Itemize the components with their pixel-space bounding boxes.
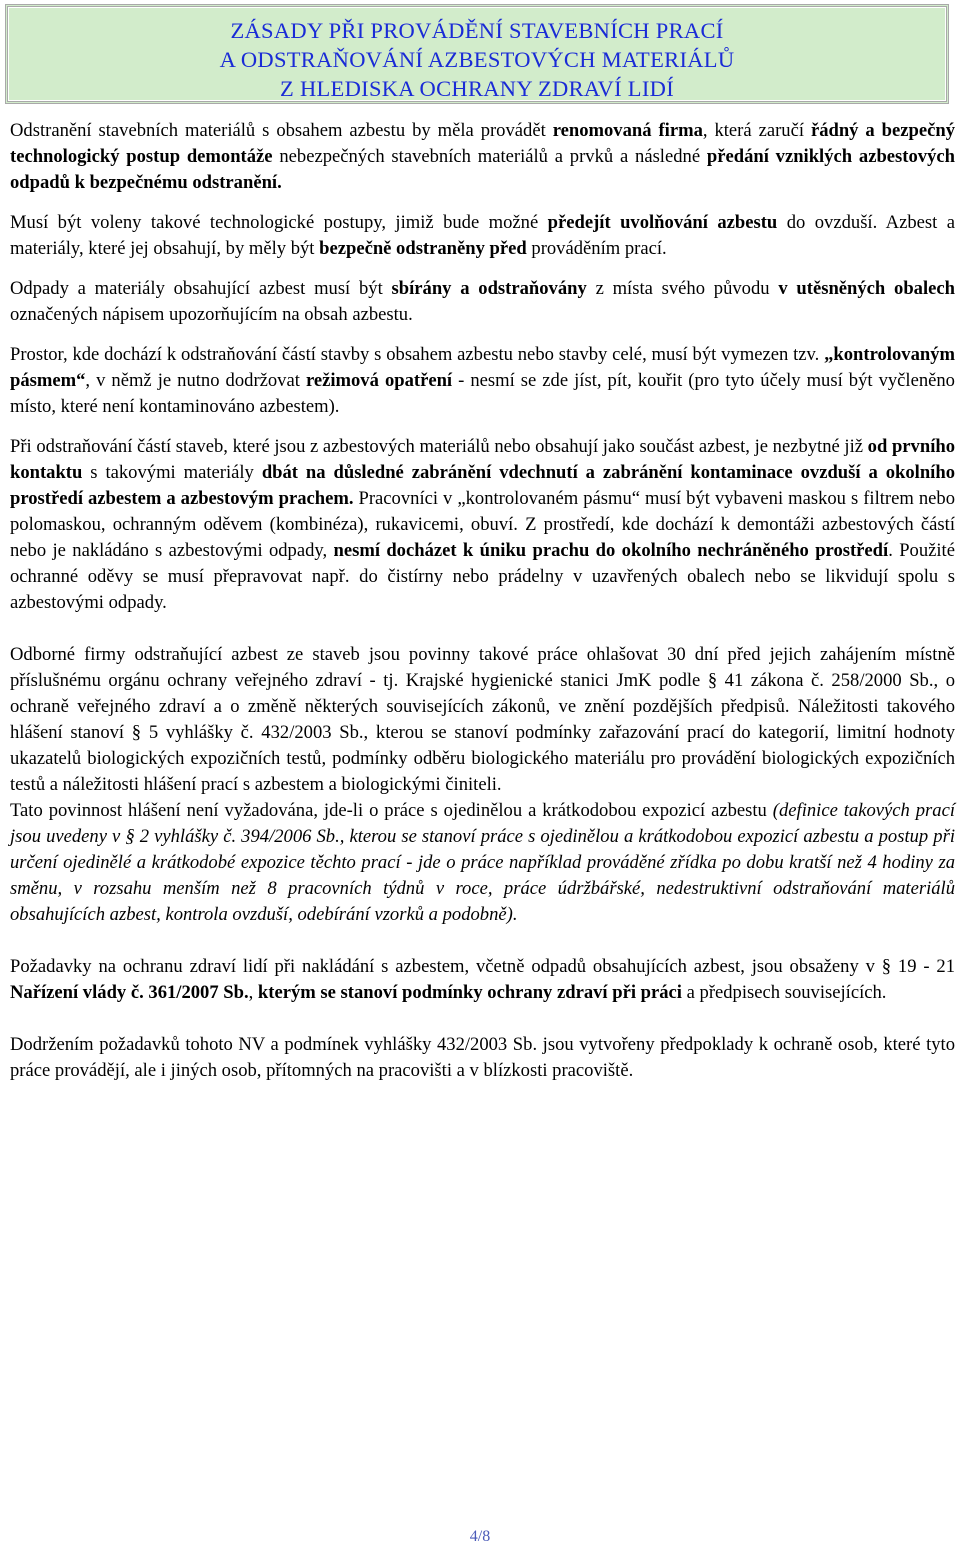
paragraph-contractor: Odstranění stavebních materiálů s obsahem azbestu by měla provádět renomovaná firma, která zaručí řádný a bezpečný technologický postup demontáže nebezpečných stavebních materiálů a prvků a následné předání vzniklých azbestových odpadů k bezpečnému odstranění. xyxy=(10,120,956,193)
page-number: 4/8 xyxy=(469,1528,491,1545)
paragraph-regulation: Požadavky na ochranu zdraví lidí při nakládání s azbestem, včetně odpadů obsahujících azbest, jsou obsaženy v § 19 - 21 Nařízení vlády č. 361/2007 Sb., kterým se stanoví podmínky ochrany zdraví při práci a předpisech souvisejících. xyxy=(10,956,955,1003)
paragraph-notification: Odborné firmy odstraňující azbest ze staveb jsou povinny takové práce ohlašovat 30 dní před jejich zahájením místně příslušnému orgánu ochrany veřejného zdraví - tj. Krajské hygienické stanici JmK podle § 41 zákona č. 258/2000 Sb., o ochraně veřejného zdraví a o změně některých souvisejících zákonů, ve znění pozdějších předpisů. Náležitosti takového hlášení stanoví § 5 vyhlášky č. 432/2003 Sb., kterou se stanoví podmínky zařazování prací do kategorií, limitní hodnoty ukazatelů biologických expozičních testů, podmínky odběru biologického materiálu pro provádění biologických expozičních testů a náležitosti hlášení prací s azbestem a biologickými činiteli. xyxy=(10,644,955,795)
title-line-1: ZÁSADY PŘI PROVÁDĚNÍ STAVEBNÍCH PRACÍ xyxy=(230,18,724,43)
document-body xyxy=(10,118,955,1098)
paragraph-controlled-zone: Prostor, kde dochází k odstraňování částí stavby s obsahem azbestu nebo stavby celé, musí být vymezen tzv. „kontrolovaným pásmem“, v němž je nutno dodržovat režimová opatření - nesmí se zde jíst, pít, kouřit (pro tyto účely musí být vyčleněno místo, které není kontaminováno azbestem). xyxy=(10,344,955,417)
paragraph-protection: Při odstraňování částí staveb, které jsou z azbestových materiálů nebo obsahují jako součást azbest, je nezbytné již od prvního kontaktu s takovými materiály dbát na důsledné zabránění vdechnutí a zabránění kontaminace ovzduší a okolního prostředí azbestem a azbestovým prachem. Pracovníci v „kontrolovaném pásmu“ musí být vybaveni maskou s filtrem nebo polomaskou, ochranným oděvem (kombinéza), rukavicemi, obuví. Z prostředí, kde dochází k demontáži azbestových částí nebo je nakládáno s azbestovými odpady, nesmí docházet k úniku prachu do okolního nechráněného prostředí. Použité ochranné oděvy se musí přepravovat např. do čistírny nebo prádelny v uzavřených obalech nebo se likvidují spolu s azbestovými odpady. xyxy=(10,436,955,613)
paragraph-exception: Tato povinnost hlášení není vyžadována, jde-li o práce s ojedinělou a krátkodobou expozicí azbestu (definice takových prací jsou uvedeny v § 2 vyhlášky č. 394/2006 Sb., kterou se stanoví práce s ojedinělou a krátkodobou expozicí azbestu a postup při určení ojedinělé a krátkodobé expozice těchto prací - jde o práce například prováděné zřídka po dobu kratší než 4 hodiny za směnu, v rozsahu menším než 8 pracovních týdnů v roce, práce údržbářské, nedestruktivní odstraňování materiálů obsahujících azbest, kontrola ovzduší, odebírání vzorků a podobně). xyxy=(10,800,956,925)
document-title-box xyxy=(5,4,949,104)
title-line-2: A ODSTRAŇOVÁNÍ AZBESTOVÝCH MATERIÁLŮ xyxy=(219,47,735,72)
title-line-3: Z HLEDISKA OCHRANY ZDRAVÍ LIDÍ xyxy=(280,76,674,101)
paragraph-procedures: Musí být voleny takové technologické postupy, jimiž bude možné předejít uvolňování azbestu do ovzduší. Azbest a materiály, které jej obsahují, by měly být bezpečně odstraněny před prováděním prací. xyxy=(10,212,955,259)
paragraph-compliance: Dodržením požadavků tohoto NV a podmínek vyhlášky 432/2003 Sb. jsou vytvořeny předpoklady k ochraně osob, které tyto práce provádějí, ale i jiných osob, přítomných na pracovišti a v blízkosti pracoviště. xyxy=(10,1034,955,1081)
paragraph-waste: Odpady a materiály obsahující azbest musí být sbírány a odstraňovány z místa svého původu v utěsněných obalech označených nápisem upozorňujícím na obsah azbestu. xyxy=(10,278,955,325)
